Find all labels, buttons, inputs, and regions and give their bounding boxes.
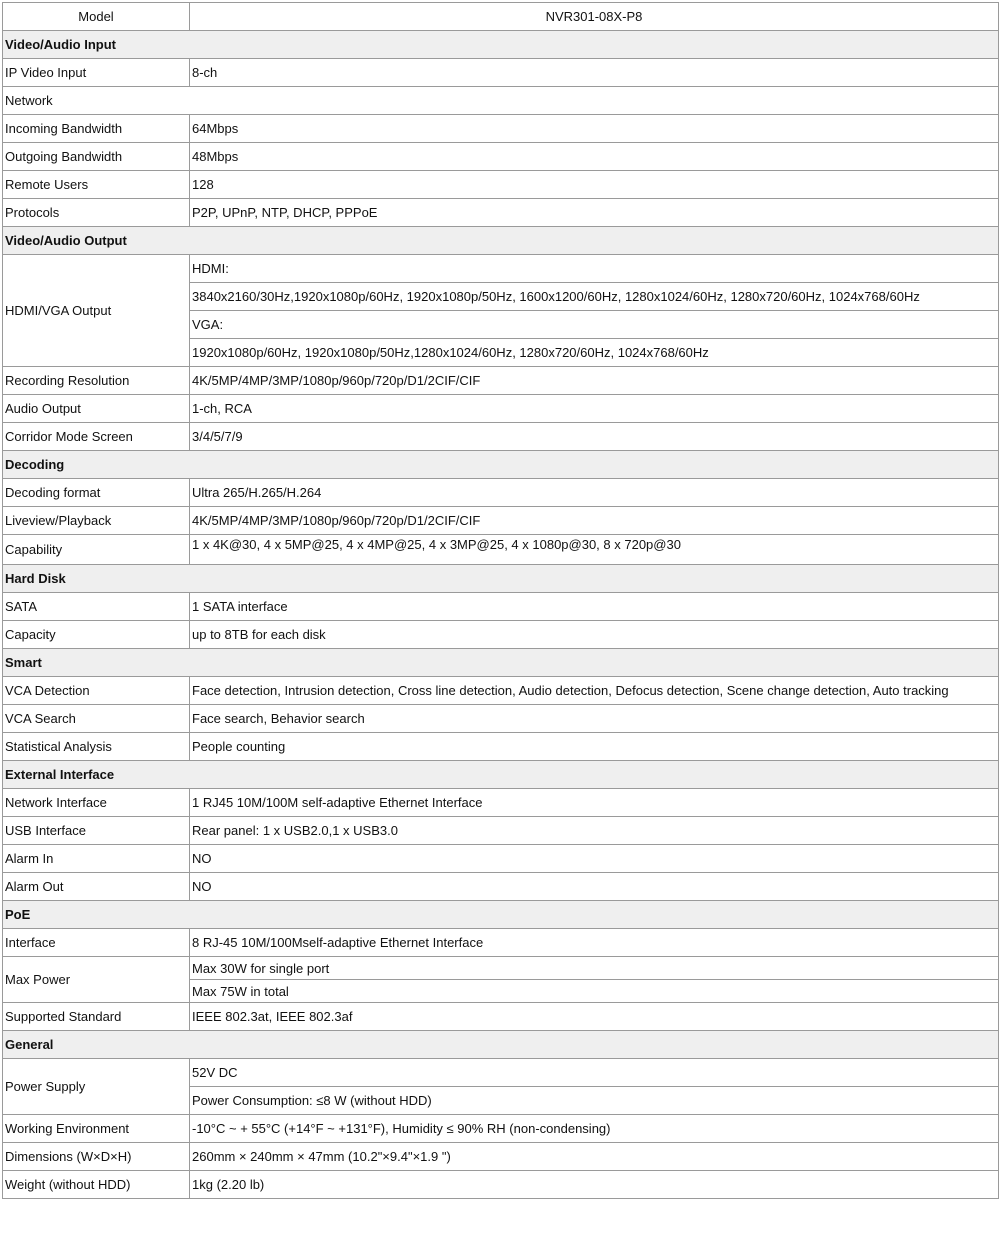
table-row: [3, 535, 999, 565]
row-value: 64Mbps: [190, 115, 999, 143]
section-title-hard-disk: Hard Disk: [3, 565, 999, 593]
row-value: 1 RJ45 10M/100M self-adaptive Ethernet Interface: [190, 789, 999, 817]
hdmi-label: HDMI:: [190, 255, 999, 283]
table-row: [3, 171, 999, 199]
row-value: 1kg (2.20 lb): [190, 1171, 999, 1199]
section-subheader: [3, 87, 999, 115]
row-value: 8 RJ-45 10M/100Mself-adaptive Ethernet Interface: [190, 929, 999, 957]
table-row: [3, 143, 999, 171]
row-label: Statistical Analysis: [3, 733, 190, 761]
section-header: [3, 227, 999, 255]
table-row: [3, 479, 999, 507]
row-value: 4K/5MP/4MP/3MP/1080p/960p/720p/D1/2CIF/CIF: [190, 367, 999, 395]
row-value: -10°C ~ + 55°C (+14°F ~ +131°F), Humidity ≤ 90% RH (non-condensing): [190, 1115, 999, 1143]
row-label: Alarm In: [3, 845, 190, 873]
row-value: 1-ch, RCA: [190, 395, 999, 423]
row-label: IP Video Input: [3, 59, 190, 87]
table-row: [3, 255, 999, 283]
row-value: Max 75W in total: [190, 980, 999, 1003]
row-value: Power Consumption: ≤8 W (without HDD): [190, 1087, 999, 1115]
row-value: Ultra 265/H.265/H.264: [190, 479, 999, 507]
row-value: IEEE 802.3at, IEEE 802.3af: [190, 1003, 999, 1031]
row-value: 8-ch: [190, 59, 999, 87]
table-row: [3, 423, 999, 451]
row-value: 4K/5MP/4MP/3MP/1080p/960p/720p/D1/2CIF/CIF: [190, 507, 999, 535]
table-row: [3, 873, 999, 901]
table-row: [3, 593, 999, 621]
row-label: Incoming Bandwidth: [3, 115, 190, 143]
row-label: Capacity: [3, 621, 190, 649]
row-value: 52V DC: [190, 1059, 999, 1087]
section-title-external-interface: External Interface: [3, 761, 999, 789]
row-label: VCA Search: [3, 705, 190, 733]
table-row: [3, 199, 999, 227]
table-row: [3, 621, 999, 649]
table-row: [3, 59, 999, 87]
table-row: [3, 1003, 999, 1031]
hdmi-resolutions: 3840x2160/30Hz,1920x1080p/60Hz, 1920x1080p/50Hz, 1600x1200/60Hz, 1280x1024/60Hz, 1280x720/60Hz, 1024x768/60Hz: [190, 283, 999, 311]
row-value: NO: [190, 845, 999, 873]
row-label: VCA Detection: [3, 677, 190, 705]
row-label: Max Power: [3, 957, 190, 1003]
spec-table: [2, 2, 999, 1199]
table-row: [3, 1115, 999, 1143]
table-row: [3, 1059, 999, 1087]
section-header: [3, 565, 999, 593]
row-value: NO: [190, 873, 999, 901]
section-title-decoding: Decoding: [3, 451, 999, 479]
table-row: [3, 929, 999, 957]
table-row: [3, 845, 999, 873]
section-title-video-audio-output: Video/Audio Output: [3, 227, 999, 255]
section-header: [3, 761, 999, 789]
row-value: Face detection, Intrusion detection, Cross line detection, Audio detection, Defocus detection, Scene change detection, Auto tracking: [190, 677, 999, 705]
row-value: 260mm × 240mm × 47mm (10.2"×9.4"×1.9 "): [190, 1143, 999, 1171]
row-label: Outgoing Bandwidth: [3, 143, 190, 171]
vga-label: VGA:: [190, 311, 999, 339]
section-title-poe: PoE: [3, 901, 999, 929]
row-label: Remote Users: [3, 171, 190, 199]
row-label: Decoding format: [3, 479, 190, 507]
table-row: [3, 395, 999, 423]
section-title-video-audio-input: Video/Audio Input: [3, 31, 999, 59]
row-label: USB Interface: [3, 817, 190, 845]
row-label: Network Interface: [3, 789, 190, 817]
row-label: Power Supply: [3, 1059, 190, 1115]
model-value: NVR301-08X-P8: [190, 3, 999, 31]
row-label: Corridor Mode Screen: [3, 423, 190, 451]
row-label: Liveview/Playback: [3, 507, 190, 535]
section-header: [3, 31, 999, 59]
row-label: Recording Resolution: [3, 367, 190, 395]
section-header: [3, 649, 999, 677]
table-row: [3, 677, 999, 705]
section-title-smart: Smart: [3, 649, 999, 677]
table-row: [3, 507, 999, 535]
row-value: Max 30W for single port: [190, 957, 999, 980]
row-value: up to 8TB for each disk: [190, 621, 999, 649]
row-value: People counting: [190, 733, 999, 761]
row-label: Weight (without HDD): [3, 1171, 190, 1199]
table-row: [3, 789, 999, 817]
table-header-row: [3, 3, 999, 31]
row-value: 1 x 4K@30, 4 x 5MP@25, 4 x 4MP@25, 4 x 3MP@25, 4 x 1080p@30, 8 x 720p@30: [190, 535, 999, 565]
row-label: Working Environment: [3, 1115, 190, 1143]
row-value: P2P, UPnP, NTP, DHCP, PPPoE: [190, 199, 999, 227]
row-label: Capability: [3, 535, 190, 565]
row-value: 3/4/5/7/9: [190, 423, 999, 451]
table-row: [3, 367, 999, 395]
section-title-general: General: [3, 1031, 999, 1059]
section-header: [3, 451, 999, 479]
table-row: [3, 733, 999, 761]
row-label: Audio Output: [3, 395, 190, 423]
row-value: Face search, Behavior search: [190, 705, 999, 733]
row-value: 128: [190, 171, 999, 199]
table-row: [3, 957, 999, 980]
section-title-network: Network: [3, 87, 999, 115]
row-label: Protocols: [3, 199, 190, 227]
table-row: [3, 705, 999, 733]
table-row: [3, 1143, 999, 1171]
row-label: Dimensions (W×D×H): [3, 1143, 190, 1171]
row-value: 1 SATA interface: [190, 593, 999, 621]
table-row: [3, 1171, 999, 1199]
row-label: Interface: [3, 929, 190, 957]
row-value: Rear panel: 1 x USB2.0,1 x USB3.0: [190, 817, 999, 845]
vga-resolutions: 1920x1080p/60Hz, 1920x1080p/50Hz,1280x1024/60Hz, 1280x720/60Hz, 1024x768/60Hz: [190, 339, 999, 367]
model-label: Model: [3, 3, 190, 31]
table-row: [3, 817, 999, 845]
section-header: [3, 901, 999, 929]
section-header: [3, 1031, 999, 1059]
row-label: HDMI/VGA Output: [3, 255, 190, 367]
table-row: [3, 115, 999, 143]
row-label: SATA: [3, 593, 190, 621]
row-label: Alarm Out: [3, 873, 190, 901]
row-value: 48Mbps: [190, 143, 999, 171]
row-label: Supported Standard: [3, 1003, 190, 1031]
